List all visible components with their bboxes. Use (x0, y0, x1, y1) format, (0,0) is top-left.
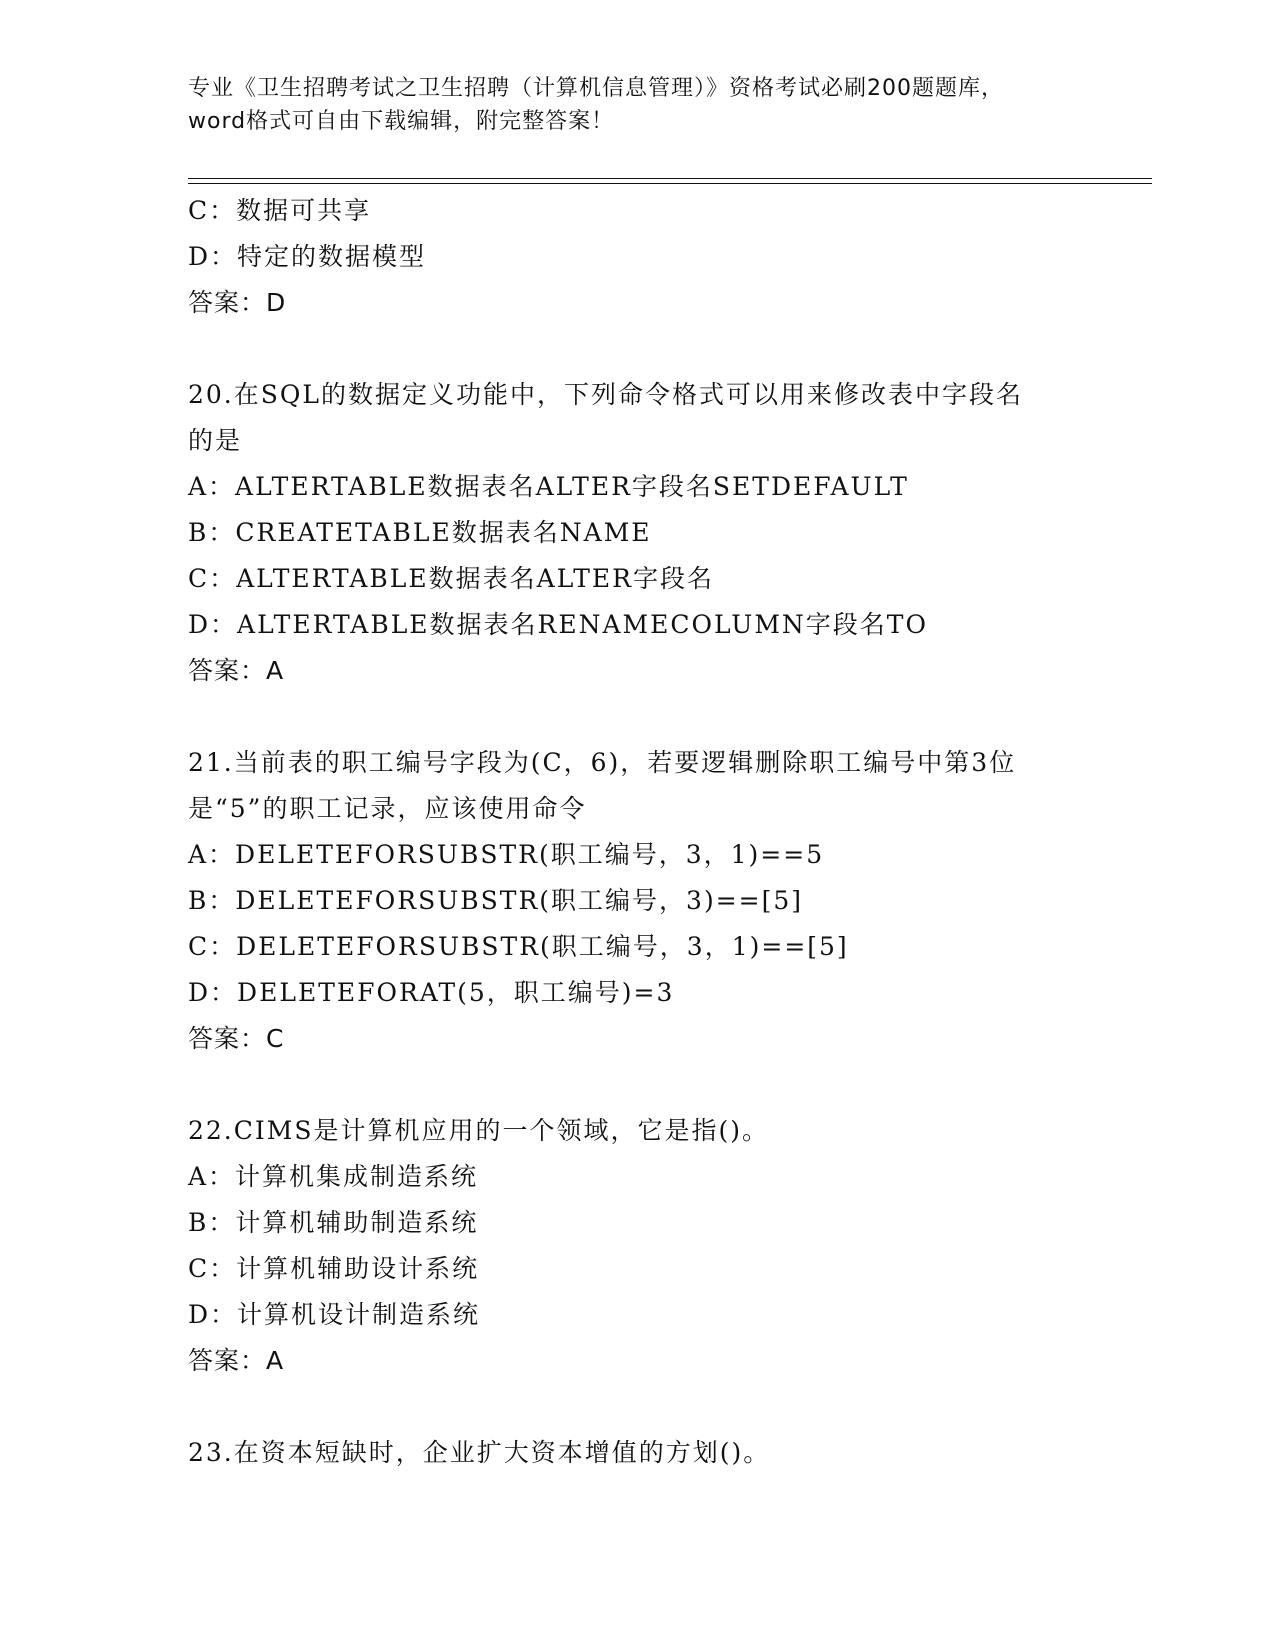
option-b: B：DELETEFORSUBSTR(职工编号，3)==[5] (188, 886, 804, 915)
question-stem: 20.在SQL的数据定义功能中，下列命令格式可以用来修改表中字段名 (188, 380, 1023, 409)
spacer (188, 1384, 1108, 1430)
question-stem: 22.CIMS是计算机应用的一个领域，它是指()。 (188, 1116, 769, 1145)
header-divider-bottom (188, 183, 1152, 184)
spacer (188, 326, 1108, 372)
option-b: B：计算机辅助制造系统 (188, 1208, 479, 1237)
option-c: C：ALTERTABLE数据表名ALTER字段名 (188, 564, 715, 593)
option-b: B：CREATETABLE数据表名NAME (188, 518, 652, 547)
option-a: A：计算机集成制造系统 (188, 1162, 479, 1191)
option-a: A：ALTERTABLE数据表名ALTER字段名SETDEFAULT (188, 472, 909, 501)
header-title-line-1: 专业《卫生招聘考试之卫生招聘（计算机信息管理）》资格考试必刷200题题库， (188, 76, 1004, 101)
option-a: A：DELETEFORSUBSTR(职工编号，3，1)==5 (188, 840, 825, 869)
option-d: D：特定的数据模型 (188, 242, 427, 271)
option-c: C：DELETEFORSUBSTR(职工编号，3，1)==[5] (188, 932, 849, 961)
option-d: D：计算机设计制造系统 (188, 1300, 481, 1329)
question-stem: 23.在资本短缺时，企业扩大资本增值的方划()。 (188, 1438, 771, 1467)
option-d: D：DELETEFORAT(5，职工编号)=3 (188, 978, 675, 1007)
option-c: C：计算机辅助设计系统 (188, 1254, 480, 1283)
spacer (188, 694, 1108, 740)
question-22 (188, 1108, 1108, 1384)
answer: 答案：D (188, 288, 287, 317)
header-divider-top (188, 178, 1152, 179)
question-stem: 21.当前表的职工编号字段为(C，6)，若要逻辑删除职工编号中第3位 (188, 748, 1017, 777)
question-20 (188, 372, 1108, 694)
question-23 (188, 1430, 1108, 1476)
question-stem-continued: 的是 (188, 426, 243, 455)
question-19-continued (188, 188, 1108, 326)
answer: 答案：A (188, 656, 285, 685)
question-21 (188, 740, 1108, 1062)
question-stem-continued: 是“5”的职工记录，应该使用命令 (188, 794, 587, 823)
answer: 答案：A (188, 1346, 285, 1375)
option-d: D：ALTERTABLE数据表名RENAMECOLUMN字段名TO (188, 610, 928, 639)
option-c: C：数据可共享 (188, 196, 372, 225)
header-title-line-2: word格式可自由下载编辑，附完整答案！ (188, 109, 615, 134)
spacer (188, 1062, 1108, 1108)
question-content (188, 188, 1108, 1476)
document-header (188, 72, 1088, 138)
answer: 答案：C (188, 1024, 285, 1053)
